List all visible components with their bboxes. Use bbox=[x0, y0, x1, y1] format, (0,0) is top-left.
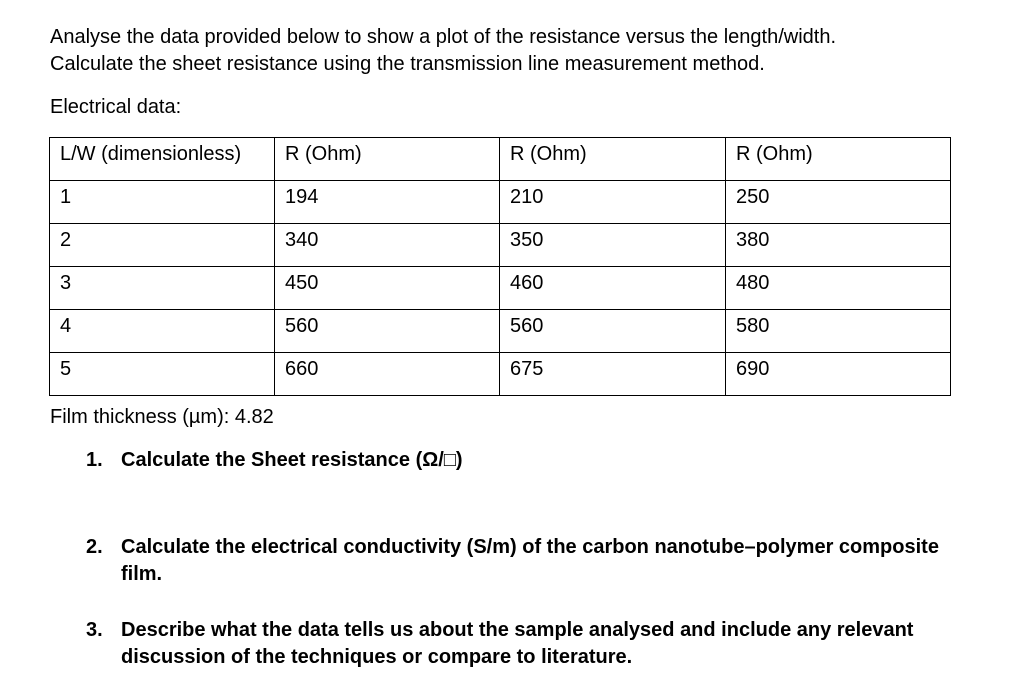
header-r2: R (Ohm) bbox=[500, 138, 726, 181]
question-number: 1. bbox=[86, 449, 103, 471]
table-cell: 1 bbox=[50, 181, 275, 224]
question-1 bbox=[86, 447, 946, 474]
table-row bbox=[50, 353, 951, 396]
table-cell: 690 bbox=[726, 353, 951, 396]
table-cell: 380 bbox=[726, 224, 951, 267]
table-cell: 480 bbox=[726, 267, 951, 310]
table-cell: 340 bbox=[275, 224, 500, 267]
instructions bbox=[50, 24, 836, 78]
header-r3: R (Ohm) bbox=[726, 138, 951, 181]
table-cell: 580 bbox=[726, 310, 951, 353]
table-cell: 2 bbox=[50, 224, 275, 267]
question-number: 2. bbox=[86, 536, 103, 558]
header-r1: R (Ohm) bbox=[275, 138, 500, 181]
table-cell: 5 bbox=[50, 353, 275, 396]
question-text: Describe what the data tells us about the sample analysed and include any relevant discussion of the techniques or compare to literature. bbox=[121, 619, 914, 668]
table-row bbox=[50, 224, 951, 267]
question-text: Calculate the electrical conductivity (S/m) of the carbon nanotube–polymer composite film. bbox=[121, 536, 939, 585]
table-row bbox=[50, 267, 951, 310]
instruction-line-2: Calculate the sheet resistance using the transmission line measurement method. bbox=[50, 53, 765, 75]
table-cell: 660 bbox=[275, 353, 500, 396]
table-cell: 4 bbox=[50, 310, 275, 353]
table-cell: 450 bbox=[275, 267, 500, 310]
electrical-data-table bbox=[49, 137, 951, 396]
question-number: 3. bbox=[86, 619, 103, 641]
question-2 bbox=[86, 534, 946, 588]
question-3 bbox=[86, 617, 946, 671]
question-text: Calculate the Sheet resistance (Ω/□) bbox=[121, 449, 463, 471]
table-cell: 560 bbox=[275, 310, 500, 353]
table-cell: 210 bbox=[500, 181, 726, 224]
table-cell: 250 bbox=[726, 181, 951, 224]
film-thickness: Film thickness (µm): 4.82 bbox=[50, 406, 274, 428]
table-cell: 194 bbox=[275, 181, 500, 224]
table-cell: 560 bbox=[500, 310, 726, 353]
instruction-line-1: Analyse the data provided below to show a plot of the resistance versus the length/width. bbox=[50, 26, 837, 48]
table-row bbox=[50, 181, 951, 224]
table-header-row bbox=[50, 138, 951, 181]
header-lw: L/W (dimensionless) bbox=[50, 138, 275, 181]
table-cell: 460 bbox=[500, 267, 726, 310]
table-cell: 350 bbox=[500, 224, 726, 267]
table-row bbox=[50, 310, 951, 353]
table-cell: 3 bbox=[50, 267, 275, 310]
electrical-data-heading: Electrical data: bbox=[50, 96, 182, 118]
table-cell: 675 bbox=[500, 353, 726, 396]
